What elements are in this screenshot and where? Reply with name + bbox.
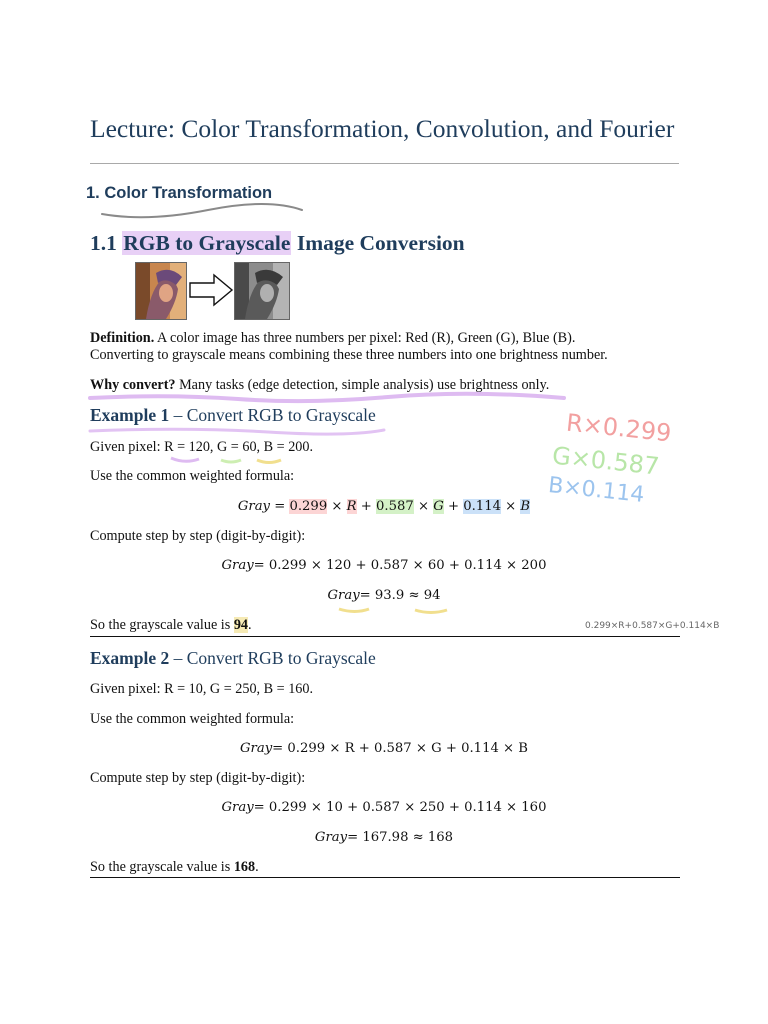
subsection-rest: Image Conversion	[296, 231, 465, 255]
example-1-step-1: Gray= 0.299 × 120 + 0.587 × 60 + 0.114 × 200	[221, 558, 547, 573]
example-2-formula: Gray= 0.299 × R + 0.587 × G + 0.114 × B	[240, 741, 528, 756]
handwritten-note-red: R×0.299	[564, 408, 673, 448]
example-1-underline-scribble	[88, 424, 388, 438]
example-1-heading: Example 1 – Convert RGB to Grayscale	[90, 405, 376, 425]
why-label: Why convert?	[90, 377, 176, 393]
example-2-formula-intro: Use the common weighted formula:	[90, 711, 295, 727]
color-image-thumbnail	[135, 262, 187, 320]
definition-label: Definition.	[90, 330, 155, 346]
section-underline-scribble	[98, 200, 308, 222]
handwritten-note-blue: B×0.114	[546, 473, 646, 508]
example-2-result: So the grayscale value is 168.	[90, 859, 259, 875]
section-heading: 1. Color Transformation	[86, 184, 273, 202]
example-1-bottom-rule	[90, 636, 680, 637]
example-2-step-2: Gray= 167.98 ≈ 168	[314, 830, 454, 845]
example-2-result-value: 168	[233, 859, 256, 875]
grayscale-image-thumbnail	[234, 262, 290, 320]
example-2-compute-intro: Compute step by step (digit-by-digit):	[90, 770, 306, 786]
subsection-highlight: RGB to Grayscale	[123, 231, 291, 255]
subsection-number: 1.1	[90, 231, 117, 255]
title-divider	[90, 163, 679, 164]
definition-line-2: Converting to grayscale means combining these three numbers into one brightness number.	[90, 347, 608, 363]
example-1-given: Given pixel: R = 120, G = 60, B = 200.	[90, 439, 314, 455]
example-2-given: Given pixel: R = 10, G = 250, B = 160.	[90, 681, 314, 697]
handwritten-note-small: 0.299×R+0.587×G+0.114×B	[585, 621, 720, 631]
arrow-icon	[188, 272, 234, 308]
subsection-heading	[90, 231, 465, 256]
example-1-step-2: Gray= 93.9 ≈ 94	[327, 588, 441, 603]
example-2-step-1: Gray= 0.299 × 10 + 0.587 × 250 + 0.114 × 160	[221, 800, 547, 815]
result-scribble	[335, 600, 465, 616]
document-title: Lecture: Color Transformation, Convolution, and Fourier	[90, 114, 675, 143]
example-1-formula: Gray = 0.299 × R + 0.587 × G + 0.114 × B	[237, 499, 531, 514]
example-1-result-value: 94	[233, 617, 248, 633]
example-2-bottom-rule	[90, 877, 680, 878]
red-weight: 0.299	[289, 499, 328, 514]
example-1-formula-intro: Use the common weighted formula:	[90, 468, 295, 484]
example-1-compute-intro: Compute step by step (digit-by-digit):	[90, 528, 306, 544]
blue-weight: 0.114	[463, 499, 501, 514]
why-underline-scribble	[88, 390, 568, 404]
why-convert-line: Why convert? Many tasks (edge detection, simple analysis) use brightness only.	[90, 377, 550, 393]
given-values-scribble	[165, 450, 285, 470]
example-1-result: So the grayscale value is 94.	[90, 617, 252, 633]
handwritten-note-green: G×0.587	[550, 441, 661, 481]
green-weight: 0.587	[376, 499, 414, 514]
definition-line-1: Definition. A color image has three numbers per pixel: Red (R), Green (G), Blue (B).	[90, 330, 576, 346]
example-2-heading: Example 2 – Convert RGB to Grayscale	[90, 648, 376, 668]
